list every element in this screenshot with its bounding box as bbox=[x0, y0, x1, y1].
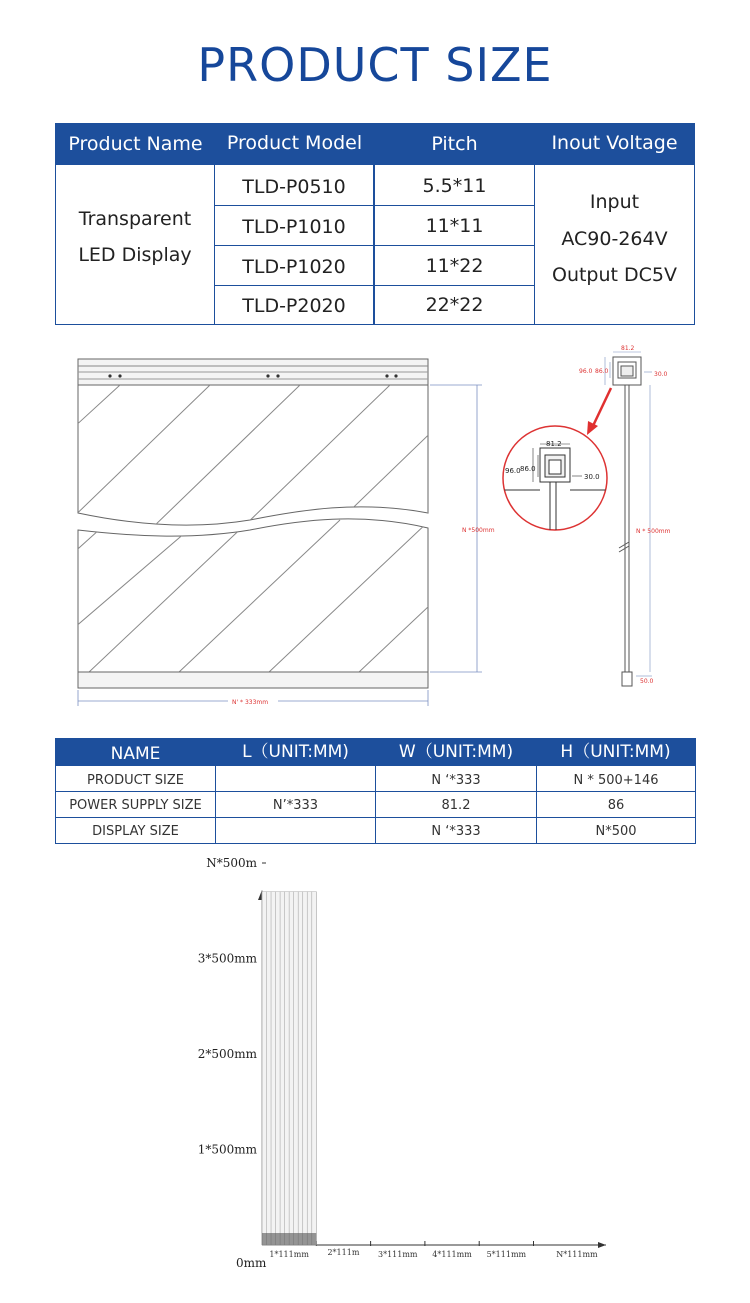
row-width: N ‘*333 bbox=[431, 773, 481, 788]
header-height: H（UNIT:MM) bbox=[560, 742, 671, 762]
dim-left-a-label: 96.0 bbox=[579, 368, 593, 375]
y-tick-label: 1*500mm bbox=[197, 1142, 257, 1157]
top-rail bbox=[78, 359, 428, 385]
header-width: W（UNIT:MM) bbox=[398, 742, 514, 762]
model-cell: TLD-P2020 bbox=[242, 295, 346, 317]
row-width: N ‘*333 bbox=[431, 824, 481, 839]
row-height: N * 500+146 bbox=[573, 773, 659, 788]
header-product-model: Product Model bbox=[226, 132, 363, 154]
y-tick-label: 0mm bbox=[236, 1256, 267, 1270]
detail-zoom bbox=[503, 426, 610, 540]
header-length: L（UNIT:MM) bbox=[242, 742, 349, 762]
pitch-cell: 11*11 bbox=[425, 215, 484, 237]
pitch-cell: 11*22 bbox=[425, 255, 484, 277]
chart-ticks bbox=[198, 856, 598, 1270]
row-length bbox=[216, 767, 375, 792]
chart-bars bbox=[262, 892, 316, 1245]
x-tick-label: 3*111mm bbox=[377, 1250, 418, 1259]
pitch-cell: 22*22 bbox=[425, 294, 484, 316]
callout-arrow bbox=[587, 388, 611, 435]
dim-left-b-label: 86.0 bbox=[595, 368, 609, 375]
divider bbox=[215, 245, 535, 246]
model-cell: TLD-P0510 bbox=[242, 176, 346, 198]
side-height-label: N * 500mm bbox=[636, 528, 671, 535]
product-name-line1: Transparent bbox=[78, 208, 192, 230]
y-tick-label: 2*500mm bbox=[197, 1047, 257, 1061]
header-input-voltage: Inout Voltage bbox=[551, 132, 678, 154]
header-pitch: Pitch bbox=[431, 133, 478, 155]
page-title: PRODUCT SIZE bbox=[197, 38, 553, 92]
model-cell: TLD-P1020 bbox=[242, 256, 346, 278]
side-profile bbox=[613, 357, 641, 686]
bottom-rail bbox=[78, 672, 428, 688]
spec-table bbox=[55, 123, 695, 325]
row-length: N’*333 bbox=[272, 798, 319, 813]
header-product-name: Product Name bbox=[68, 133, 203, 155]
product-name-line2: LED Display bbox=[78, 244, 192, 266]
x-tick-label: 4*111mm bbox=[432, 1250, 472, 1259]
x-tick-label: N*111mm bbox=[556, 1250, 598, 1259]
detail-top-label: 81.2 bbox=[546, 440, 562, 448]
technical-drawing bbox=[0, 340, 750, 710]
size-table bbox=[55, 738, 696, 844]
model-cell: TLD-P1010 bbox=[242, 216, 346, 238]
display-panel-bottom bbox=[60, 519, 520, 690]
row-name: PRODUCT SIZE bbox=[87, 773, 184, 788]
detail-right-label: 30.0 bbox=[584, 473, 600, 481]
x-tick-label: 1*111mm bbox=[269, 1250, 309, 1259]
width-dimension-label: N' * 333mm bbox=[232, 699, 269, 706]
dim-top-label: 81.2 bbox=[621, 345, 635, 352]
x-tick-label: 2*111m bbox=[327, 1248, 360, 1257]
x-axis-arrow bbox=[598, 1242, 606, 1248]
row-name: POWER SUPPLY SIZE bbox=[69, 798, 202, 813]
dim-right-label: 30.0 bbox=[654, 371, 668, 378]
height-dimension-label: N *500mm bbox=[462, 527, 495, 534]
header-name: NAME bbox=[110, 744, 161, 764]
pitch-cell: 5.5*11 bbox=[422, 175, 487, 197]
row-name: DISPLAY SIZE bbox=[92, 824, 179, 839]
row-length bbox=[216, 818, 375, 843]
x-tick-label: 5*111mm bbox=[486, 1250, 527, 1259]
detail-left-b-label: 86.0 bbox=[520, 465, 536, 473]
y-tick-label: N*500m bbox=[206, 856, 257, 870]
display-panel-top bbox=[60, 385, 560, 530]
voltage-line1: Input bbox=[589, 191, 640, 213]
bar-base-hatch bbox=[262, 1233, 316, 1245]
row-height: N*500 bbox=[595, 824, 637, 839]
voltage-line3: Output DC5V bbox=[551, 264, 678, 286]
divider bbox=[215, 285, 535, 286]
divider bbox=[215, 205, 535, 206]
detail-left-a-label: 96.0 bbox=[505, 467, 521, 475]
y-tick-label: 3*500mm bbox=[197, 951, 257, 966]
row-height: 86 bbox=[607, 798, 625, 813]
size-scale-chart bbox=[180, 856, 620, 1290]
voltage-line2: AC90-264V bbox=[561, 228, 668, 250]
dim-bottom-label: 50.0 bbox=[640, 678, 654, 685]
row-width: 81.2 bbox=[441, 798, 471, 813]
